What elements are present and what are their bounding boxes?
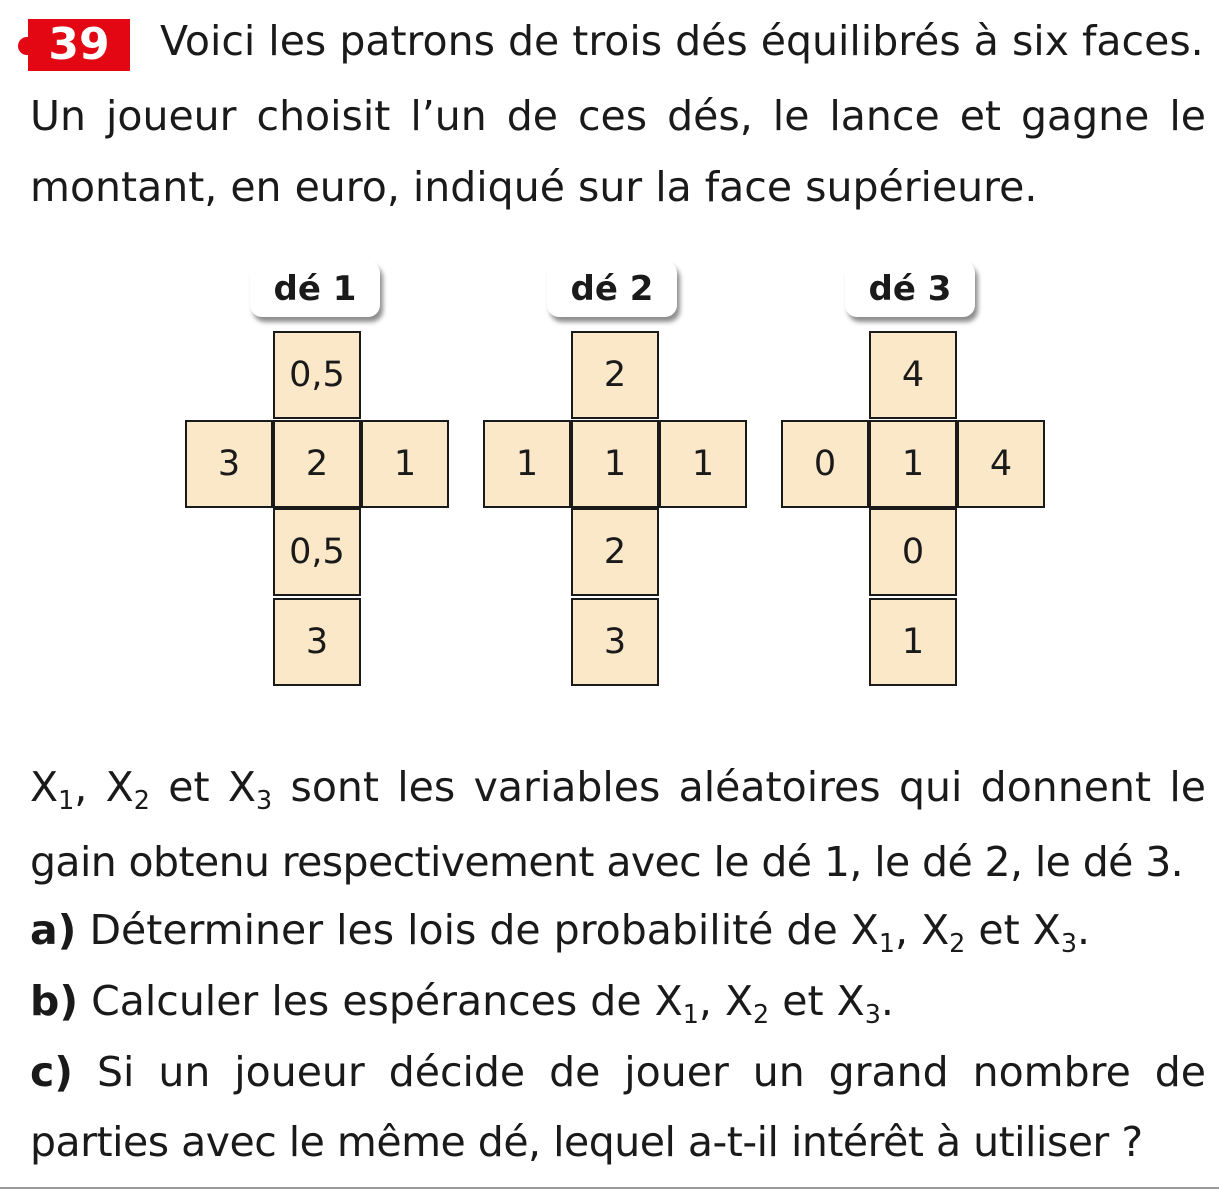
die-face-center: 1: [571, 420, 659, 508]
question-c-text: Si un joueur décide de jouer un grand nombre de: [96, 1048, 1206, 1096]
question-a: [30, 905, 1091, 959]
var-x1: $X_1$,: [654, 977, 712, 1030]
die-face-center: 1: [869, 420, 957, 508]
var-x1: $X_1$,: [850, 906, 909, 959]
die-face-right: 4: [957, 420, 1045, 508]
bottom-divider: [0, 1187, 1219, 1189]
die-face-top: 4: [869, 331, 957, 419]
word-et: et: [978, 906, 1020, 954]
word-et: et: [782, 977, 824, 1025]
question-b: [30, 976, 894, 1030]
var-x3: $X_3$: [227, 763, 273, 816]
var-x3: $X_3$.: [836, 977, 894, 1030]
die-label: dé 1: [250, 261, 380, 317]
die-face-left: 1: [483, 420, 571, 508]
question-c-line-2: parties avec le même dé, lequel a-t-il intérêt à utiliser ?: [30, 1118, 1143, 1166]
intro-line-2: Un joueur choisit l’un de ces dés, le lance et gagne le: [30, 92, 1206, 140]
question-c-label: c): [30, 1048, 74, 1096]
die-face-left: 0: [781, 420, 869, 508]
question-a-label: a): [30, 906, 77, 954]
die-face-top: 2: [571, 331, 659, 419]
question-b-label: b): [30, 977, 79, 1025]
variables-text: sont les variables aléatoires qui donnent le: [290, 763, 1206, 811]
question-b-text: Calculer les espérances de: [91, 977, 642, 1025]
die-face-right: 1: [361, 420, 449, 508]
exercise-number-badge: [18, 15, 130, 75]
var-x2: $X_2$: [724, 977, 770, 1030]
die-face-bottom: 1: [869, 598, 957, 686]
die-face-below: 0,5: [273, 508, 361, 596]
die-face-left: 3: [185, 420, 273, 508]
word-et: et: [168, 763, 210, 811]
intro-line-3: montant, en euro, indiqué sur la face supérieure.: [30, 163, 1038, 211]
question-c-line-1: [30, 1047, 1206, 1097]
intro-line-1: Voici les patrons de trois dés équilibrés à six faces.: [160, 17, 1204, 65]
var-x1: $X_1$,: [30, 763, 88, 816]
var-x2: $X_2$: [921, 906, 966, 959]
var-x2: $X_2$: [105, 763, 150, 816]
variables-line-1: [30, 762, 1206, 816]
die-label: dé 2: [547, 261, 677, 317]
die-label: dé 3: [845, 261, 975, 317]
var-x3: $X_3$.: [1032, 906, 1091, 959]
die-face-below: 0: [869, 508, 957, 596]
die-face-bottom: 3: [273, 598, 361, 686]
die-face-right: 1: [659, 420, 747, 508]
die-face-bottom: 3: [571, 598, 659, 686]
variables-line-2: gain obtenu respectivement avec le dé 1, le dé 2, le dé 3.: [30, 838, 1184, 886]
exercise-number: 39: [28, 19, 130, 71]
die-face-center: 2: [273, 420, 361, 508]
die-face-below: 2: [571, 508, 659, 596]
question-a-text: Déterminer les lois de probabilité de: [89, 906, 838, 954]
die-face-top: 0,5: [273, 331, 361, 419]
